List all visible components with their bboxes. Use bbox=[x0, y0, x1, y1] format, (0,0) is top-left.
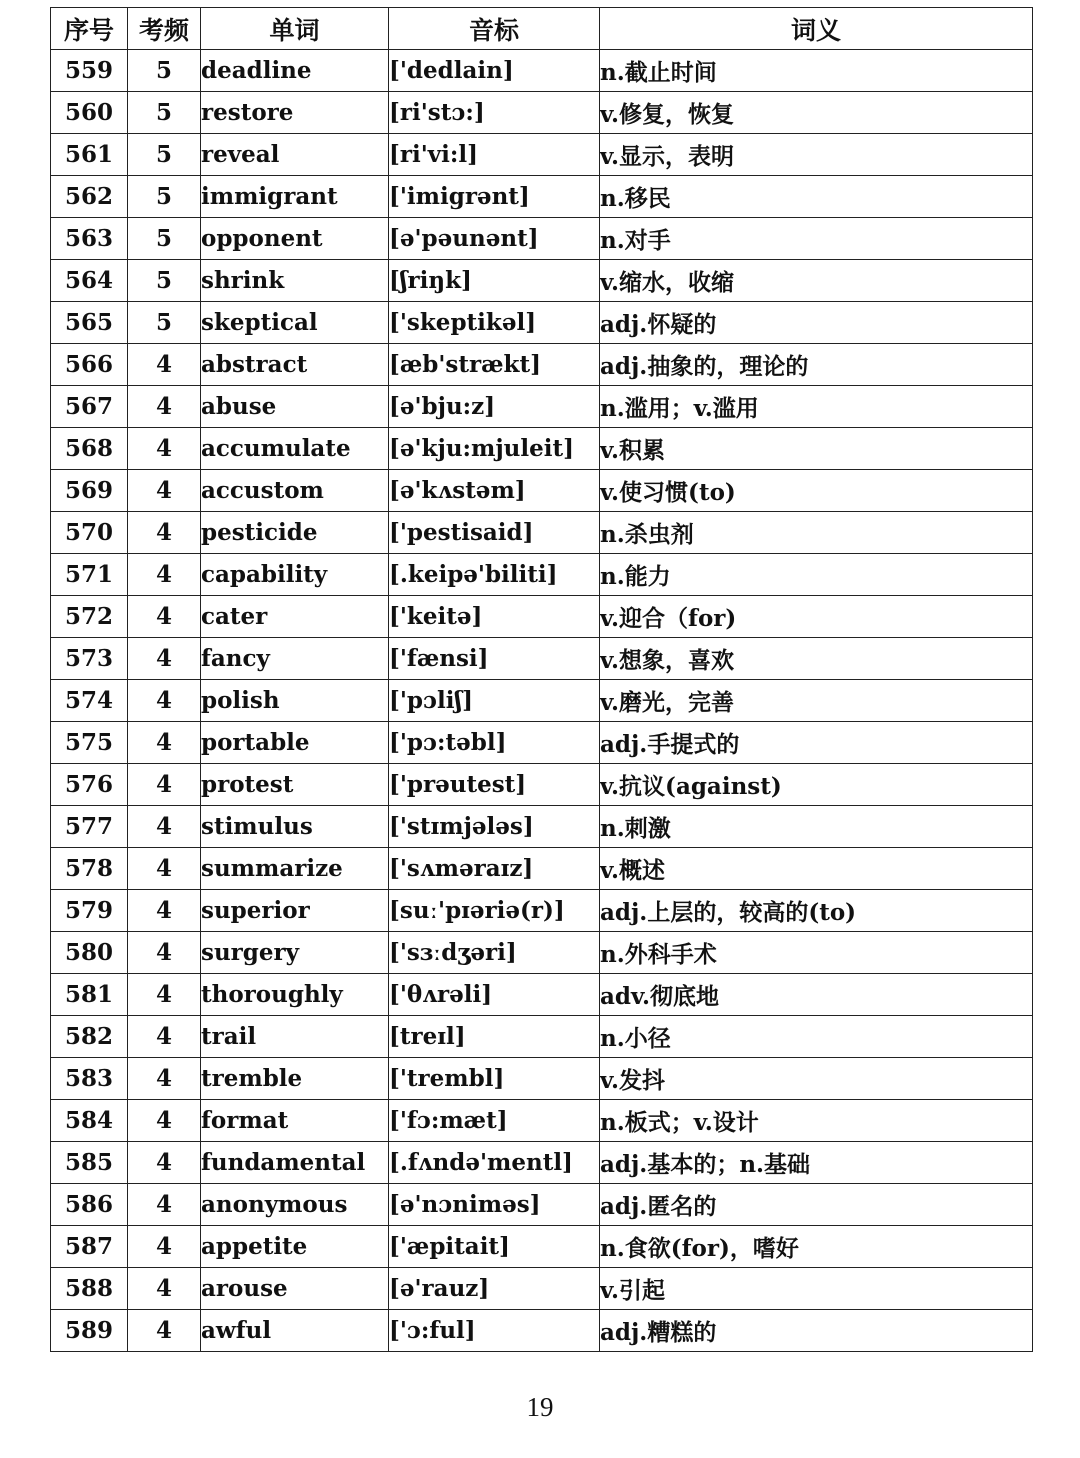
cell-frequency: 4 bbox=[128, 680, 201, 722]
table-body bbox=[51, 50, 1033, 1352]
table-row bbox=[51, 1310, 1033, 1352]
cell-frequency: 4 bbox=[128, 932, 201, 974]
cell-meaning: n.对手 bbox=[600, 218, 1033, 260]
cell-phonetic: [suː'pɪəriə(r)] bbox=[389, 890, 600, 932]
cell-number: 580 bbox=[51, 932, 128, 974]
cell-word: anonymous bbox=[201, 1184, 389, 1226]
cell-number: 562 bbox=[51, 176, 128, 218]
cell-meaning: adj.基本的；n.基础 bbox=[600, 1142, 1033, 1184]
cell-word: pesticide bbox=[201, 512, 389, 554]
cell-word: appetite bbox=[201, 1226, 389, 1268]
table-row bbox=[51, 890, 1033, 932]
cell-number: 566 bbox=[51, 344, 128, 386]
header-number: 序号 bbox=[51, 8, 128, 50]
cell-number: 559 bbox=[51, 50, 128, 92]
cell-phonetic: ['pɔliʃ] bbox=[389, 680, 600, 722]
cell-meaning: v.显示，表明 bbox=[600, 134, 1033, 176]
cell-word: portable bbox=[201, 722, 389, 764]
cell-phonetic: ['pestisaid] bbox=[389, 512, 600, 554]
cell-meaning: adj.手提式的 bbox=[600, 722, 1033, 764]
table-row bbox=[51, 1016, 1033, 1058]
cell-phonetic: [ə'kʌstəm] bbox=[389, 470, 600, 512]
cell-frequency: 4 bbox=[128, 470, 201, 512]
cell-number: 574 bbox=[51, 680, 128, 722]
table-row bbox=[51, 176, 1033, 218]
cell-meaning: v.概述 bbox=[600, 848, 1033, 890]
table-row bbox=[51, 50, 1033, 92]
cell-word: fundamental bbox=[201, 1142, 389, 1184]
cell-meaning: n.板式；v.设计 bbox=[600, 1100, 1033, 1142]
cell-phonetic: ['dedlain] bbox=[389, 50, 600, 92]
cell-frequency: 4 bbox=[128, 722, 201, 764]
cell-frequency: 4 bbox=[128, 1226, 201, 1268]
cell-number: 583 bbox=[51, 1058, 128, 1100]
table-row bbox=[51, 386, 1033, 428]
cell-phonetic: ['fænsi] bbox=[389, 638, 600, 680]
cell-phonetic: [ə'bju:z] bbox=[389, 386, 600, 428]
cell-frequency: 4 bbox=[128, 1268, 201, 1310]
cell-meaning: n.移民 bbox=[600, 176, 1033, 218]
header-phonetic: 音标 bbox=[389, 8, 600, 50]
cell-frequency: 4 bbox=[128, 890, 201, 932]
cell-frequency: 4 bbox=[128, 848, 201, 890]
cell-word: surgery bbox=[201, 932, 389, 974]
table-row bbox=[51, 722, 1033, 764]
cell-number: 576 bbox=[51, 764, 128, 806]
table-row bbox=[51, 1100, 1033, 1142]
cell-word: immigrant bbox=[201, 176, 389, 218]
cell-phonetic: ['stɪmjələs] bbox=[389, 806, 600, 848]
cell-number: 577 bbox=[51, 806, 128, 848]
cell-phonetic: [.fʌndə'mentl] bbox=[389, 1142, 600, 1184]
cell-meaning: v.发抖 bbox=[600, 1058, 1033, 1100]
cell-phonetic: [ə'nɔniməs] bbox=[389, 1184, 600, 1226]
cell-word: opponent bbox=[201, 218, 389, 260]
cell-phonetic: [treɪl] bbox=[389, 1016, 600, 1058]
cell-phonetic: [.keipə'biliti] bbox=[389, 554, 600, 596]
table-row bbox=[51, 512, 1033, 554]
cell-number: 565 bbox=[51, 302, 128, 344]
cell-word: abstract bbox=[201, 344, 389, 386]
table-row bbox=[51, 596, 1033, 638]
cell-number: 579 bbox=[51, 890, 128, 932]
table-row bbox=[51, 932, 1033, 974]
cell-number: 578 bbox=[51, 848, 128, 890]
table-row bbox=[51, 638, 1033, 680]
cell-word: superior bbox=[201, 890, 389, 932]
cell-phonetic: ['prəutest] bbox=[389, 764, 600, 806]
cell-frequency: 4 bbox=[128, 1100, 201, 1142]
table-row bbox=[51, 1184, 1033, 1226]
cell-frequency: 4 bbox=[128, 1184, 201, 1226]
cell-frequency: 4 bbox=[128, 1142, 201, 1184]
cell-word: tremble bbox=[201, 1058, 389, 1100]
cell-meaning: n.刺激 bbox=[600, 806, 1033, 848]
cell-meaning: v.磨光，完善 bbox=[600, 680, 1033, 722]
cell-frequency: 5 bbox=[128, 134, 201, 176]
cell-number: 573 bbox=[51, 638, 128, 680]
cell-frequency: 4 bbox=[128, 386, 201, 428]
cell-meaning: v.积累 bbox=[600, 428, 1033, 470]
cell-number: 589 bbox=[51, 1310, 128, 1352]
cell-number: 564 bbox=[51, 260, 128, 302]
table-row bbox=[51, 218, 1033, 260]
cell-number: 572 bbox=[51, 596, 128, 638]
cell-meaning: adj.怀疑的 bbox=[600, 302, 1033, 344]
header-frequency: 考频 bbox=[128, 8, 201, 50]
cell-meaning: n.外科手术 bbox=[600, 932, 1033, 974]
cell-word: format bbox=[201, 1100, 389, 1142]
table-row bbox=[51, 974, 1033, 1016]
table-row bbox=[51, 680, 1033, 722]
cell-number: 570 bbox=[51, 512, 128, 554]
cell-phonetic: ['skeptikəl] bbox=[389, 302, 600, 344]
cell-phonetic: [æb'strækt] bbox=[389, 344, 600, 386]
cell-meaning: n.杀虫剂 bbox=[600, 512, 1033, 554]
cell-frequency: 5 bbox=[128, 92, 201, 134]
cell-meaning: adj.抽象的，理论的 bbox=[600, 344, 1033, 386]
cell-meaning: adj.糟糕的 bbox=[600, 1310, 1033, 1352]
cell-word: restore bbox=[201, 92, 389, 134]
cell-number: 568 bbox=[51, 428, 128, 470]
cell-meaning: adv.彻底地 bbox=[600, 974, 1033, 1016]
cell-frequency: 4 bbox=[128, 1310, 201, 1352]
table-row bbox=[51, 344, 1033, 386]
cell-frequency: 4 bbox=[128, 596, 201, 638]
cell-word: skeptical bbox=[201, 302, 389, 344]
cell-word: summarize bbox=[201, 848, 389, 890]
cell-number: 588 bbox=[51, 1268, 128, 1310]
cell-phonetic: ['imigrənt] bbox=[389, 176, 600, 218]
cell-meaning: v.缩水，收缩 bbox=[600, 260, 1033, 302]
cell-phonetic: ['θʌrəli] bbox=[389, 974, 600, 1016]
cell-number: 563 bbox=[51, 218, 128, 260]
cell-number: 582 bbox=[51, 1016, 128, 1058]
cell-phonetic: ['sɜːdʒəri] bbox=[389, 932, 600, 974]
cell-number: 571 bbox=[51, 554, 128, 596]
cell-word: stimulus bbox=[201, 806, 389, 848]
cell-frequency: 4 bbox=[128, 344, 201, 386]
table-row bbox=[51, 428, 1033, 470]
cell-frequency: 5 bbox=[128, 50, 201, 92]
cell-frequency: 4 bbox=[128, 974, 201, 1016]
cell-frequency: 4 bbox=[128, 806, 201, 848]
cell-phonetic: ['keitə] bbox=[389, 596, 600, 638]
cell-number: 567 bbox=[51, 386, 128, 428]
cell-phonetic: [ə'rauz] bbox=[389, 1268, 600, 1310]
cell-number: 587 bbox=[51, 1226, 128, 1268]
table-row bbox=[51, 848, 1033, 890]
table-row bbox=[51, 1268, 1033, 1310]
table-row bbox=[51, 260, 1033, 302]
cell-number: 586 bbox=[51, 1184, 128, 1226]
header-meaning: 词义 bbox=[600, 8, 1033, 50]
header-row bbox=[51, 8, 1033, 50]
cell-frequency: 4 bbox=[128, 1016, 201, 1058]
cell-word: shrink bbox=[201, 260, 389, 302]
cell-word: accumulate bbox=[201, 428, 389, 470]
cell-word: reveal bbox=[201, 134, 389, 176]
table-row bbox=[51, 806, 1033, 848]
cell-word: trail bbox=[201, 1016, 389, 1058]
cell-word: capability bbox=[201, 554, 389, 596]
table-row bbox=[51, 554, 1033, 596]
cell-meaning: v.修复，恢复 bbox=[600, 92, 1033, 134]
cell-frequency: 5 bbox=[128, 218, 201, 260]
cell-meaning: v.引起 bbox=[600, 1268, 1033, 1310]
cell-phonetic: [ə'pəunənt] bbox=[389, 218, 600, 260]
cell-number: 561 bbox=[51, 134, 128, 176]
cell-number: 560 bbox=[51, 92, 128, 134]
table-row bbox=[51, 302, 1033, 344]
cell-phonetic: [ʃriŋk] bbox=[389, 260, 600, 302]
cell-phonetic: [ri'vi:l] bbox=[389, 134, 600, 176]
cell-number: 575 bbox=[51, 722, 128, 764]
page-number: 19 bbox=[526, 1392, 554, 1422]
cell-frequency: 4 bbox=[128, 1058, 201, 1100]
cell-word: accustom bbox=[201, 470, 389, 512]
cell-phonetic: ['fɔ:mæt] bbox=[389, 1100, 600, 1142]
cell-frequency: 5 bbox=[128, 176, 201, 218]
cell-phonetic: ['pɔ:təbl] bbox=[389, 722, 600, 764]
cell-meaning: n.食欲(for)，嗜好 bbox=[600, 1226, 1033, 1268]
cell-word: arouse bbox=[201, 1268, 389, 1310]
cell-phonetic: ['æpitait] bbox=[389, 1226, 600, 1268]
table-row bbox=[51, 1058, 1033, 1100]
cell-frequency: 4 bbox=[128, 428, 201, 470]
cell-word: deadline bbox=[201, 50, 389, 92]
cell-phonetic: [ə'kju:mjuleit] bbox=[389, 428, 600, 470]
cell-number: 585 bbox=[51, 1142, 128, 1184]
cell-phonetic: ['trembl] bbox=[389, 1058, 600, 1100]
cell-word: abuse bbox=[201, 386, 389, 428]
cell-word: cater bbox=[201, 596, 389, 638]
cell-frequency: 5 bbox=[128, 260, 201, 302]
cell-number: 581 bbox=[51, 974, 128, 1016]
cell-meaning: adj.上层的，较高的(to) bbox=[600, 890, 1033, 932]
cell-number: 569 bbox=[51, 470, 128, 512]
cell-meaning: n.能力 bbox=[600, 554, 1033, 596]
table-row bbox=[51, 92, 1033, 134]
cell-meaning: v.想象，喜欢 bbox=[600, 638, 1033, 680]
cell-word: protest bbox=[201, 764, 389, 806]
table-row bbox=[51, 134, 1033, 176]
table-row bbox=[51, 470, 1033, 512]
cell-meaning: n.截止时间 bbox=[600, 50, 1033, 92]
cell-frequency: 4 bbox=[128, 638, 201, 680]
vocabulary-table bbox=[50, 7, 1033, 1352]
table-row bbox=[51, 1226, 1033, 1268]
cell-meaning: n.小径 bbox=[600, 1016, 1033, 1058]
cell-phonetic: ['sʌməraɪz] bbox=[389, 848, 600, 890]
cell-meaning: n.滥用；v.滥用 bbox=[600, 386, 1033, 428]
cell-meaning: v.使习惯(to) bbox=[600, 470, 1033, 512]
cell-meaning: adj.匿名的 bbox=[600, 1184, 1033, 1226]
cell-phonetic: [ri'stɔ:] bbox=[389, 92, 600, 134]
cell-word: fancy bbox=[201, 638, 389, 680]
cell-word: thoroughly bbox=[201, 974, 389, 1016]
cell-frequency: 4 bbox=[128, 554, 201, 596]
cell-frequency: 4 bbox=[128, 764, 201, 806]
cell-word: awful bbox=[201, 1310, 389, 1352]
table-row bbox=[51, 1142, 1033, 1184]
cell-phonetic: ['ɔ:ful] bbox=[389, 1310, 600, 1352]
header-word: 单词 bbox=[201, 8, 389, 50]
cell-frequency: 4 bbox=[128, 512, 201, 554]
cell-number: 584 bbox=[51, 1100, 128, 1142]
cell-meaning: v.迎合（for) bbox=[600, 596, 1033, 638]
cell-meaning: v.抗议(against) bbox=[600, 764, 1033, 806]
cell-frequency: 5 bbox=[128, 302, 201, 344]
table-row bbox=[51, 764, 1033, 806]
cell-word: polish bbox=[201, 680, 389, 722]
